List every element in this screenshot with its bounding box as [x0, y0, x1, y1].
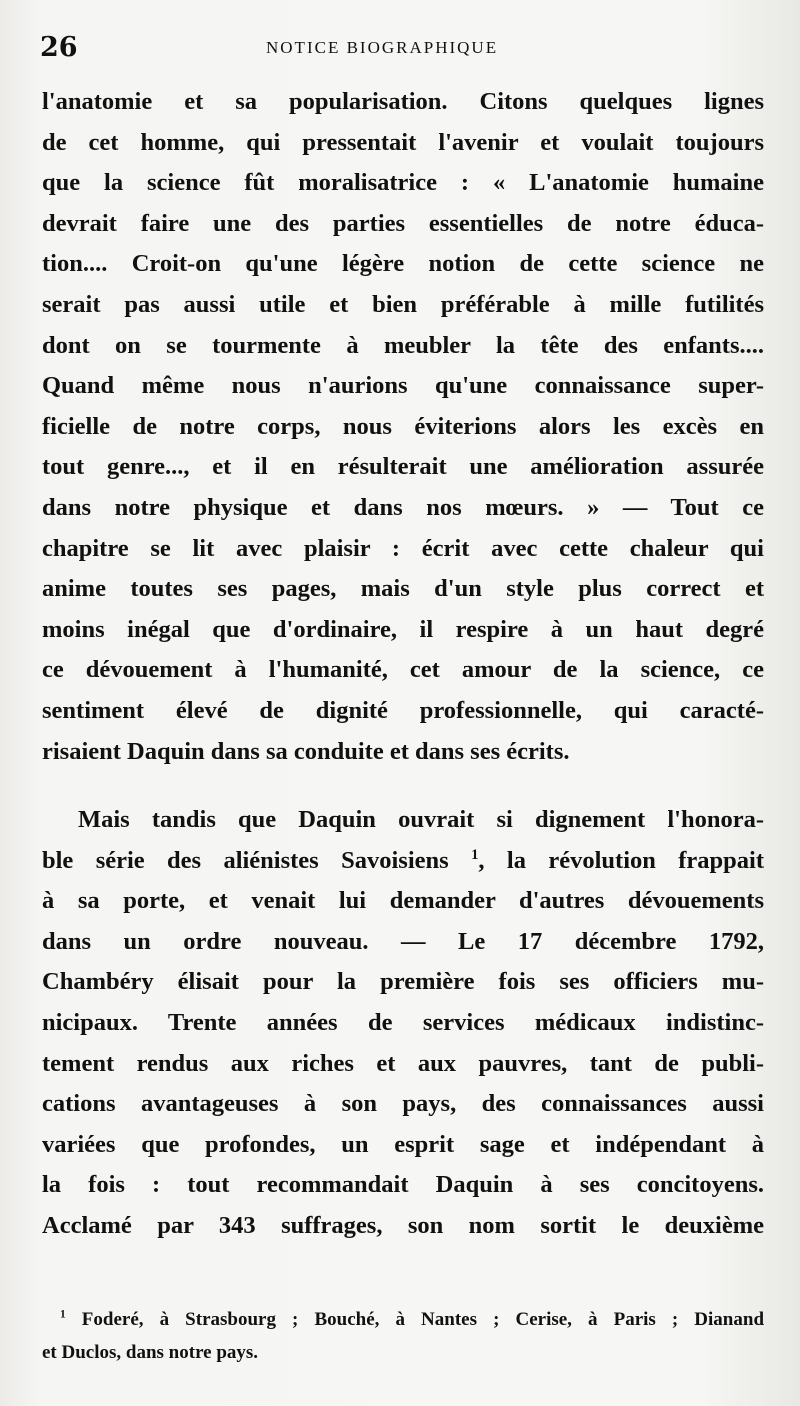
- page-header: [40, 32, 760, 72]
- footnote-marker: 1: [60, 1308, 66, 1321]
- text-line: cations avantageuses à son pays, des connaissances aussi: [42, 1090, 764, 1118]
- text-line: la fois : tout recommandait Daquin à ses concitoyens.: [42, 1171, 764, 1199]
- text-line: tion.... Croit-on qu'une légère notion de cette science ne: [42, 250, 764, 278]
- footnote-line: et Duclos, dans notre pays.: [42, 1342, 259, 1363]
- footnote-reference[interactable]: 1: [471, 846, 479, 863]
- text-line: de cet homme, qui pressentait l'avenir et voulait toujours: [42, 128, 764, 156]
- text-line: sentiment élevé de dignité professionnelle, qui caracté-: [42, 696, 764, 724]
- text-line: moins inégal que d'ordinaire, il respire à un haut degré: [42, 615, 764, 643]
- text-line: dont on se tourmente à meubler la tête des enfants....: [42, 331, 764, 359]
- text-line: à sa porte, et venait lui demander d'autres dévouements: [42, 887, 764, 915]
- text-line: chapitre se lit avec plaisir : écrit avec cette chaleur qui: [42, 534, 764, 562]
- text-line: [42, 841, 764, 882]
- text-line: variées que profondes, un esprit sage et indépendant à: [42, 1130, 764, 1158]
- running-head: NOTICE BIOGRAPHIQUE: [266, 38, 499, 57]
- text-line: ce dévouement à l'humanité, cet amour de la science, ce: [42, 656, 764, 684]
- text-line: risaient Daquin dans sa conduite et dans ses écrits.: [42, 737, 570, 765]
- text-line: serait pas aussi utile et bien préférable à mille futilités: [42, 290, 764, 318]
- text-line: Acclamé par 343 suffrages, son nom sortit le deuxième: [42, 1211, 764, 1239]
- text-line: tout genre..., et il en résulterait une amélioration assurée: [42, 453, 764, 481]
- page-number: 26: [40, 32, 78, 63]
- text-line: tement rendus aux riches et aux pauvres, tant de publi-: [42, 1049, 764, 1077]
- footnote-line: [42, 1303, 764, 1336]
- paragraph-1: [42, 82, 764, 772]
- text-line: devrait faire une des parties essentielles de notre éduca-: [42, 209, 764, 237]
- text-line: nicipaux. Trente années de services médicaux indistinc-: [42, 1008, 764, 1036]
- footnote-text: Foderé, à Strasbourg ; Bouché, à Nantes ; Cerise, à Paris ; Dianand: [81, 1309, 765, 1330]
- text-line: Quand même nous n'aurions qu'une connaissance super-: [42, 372, 764, 400]
- text-line: dans un ordre nouveau. — Le 17 décembre 1792,: [42, 927, 764, 955]
- text-line: l'anatomie et sa popularisation. Citons quelques lignes: [42, 88, 764, 115]
- text-line: Chambéry élisait pour la première fois ses officiers mu-: [42, 968, 764, 996]
- text-line: ficielle de notre corps, nous éviterions alors les excès en: [42, 412, 764, 440]
- text-line: que la science fût moralisatrice : « L'anatomie humaine: [42, 169, 764, 197]
- paragraph-2: [42, 800, 764, 1247]
- text-fragment: ble série des aliénistes Savoisiens: [42, 846, 449, 874]
- text-line: Mais tandis que Daquin ouvrait si dignement l'honora-: [78, 806, 764, 833]
- footnote: [42, 1303, 764, 1369]
- text-line: anime toutes ses pages, mais d'un style plus correct et: [42, 575, 764, 603]
- text-line: dans notre physique et dans nos mœurs. » — Tout ce: [42, 493, 764, 521]
- text-fragment: , la révolution frappait: [478, 846, 764, 874]
